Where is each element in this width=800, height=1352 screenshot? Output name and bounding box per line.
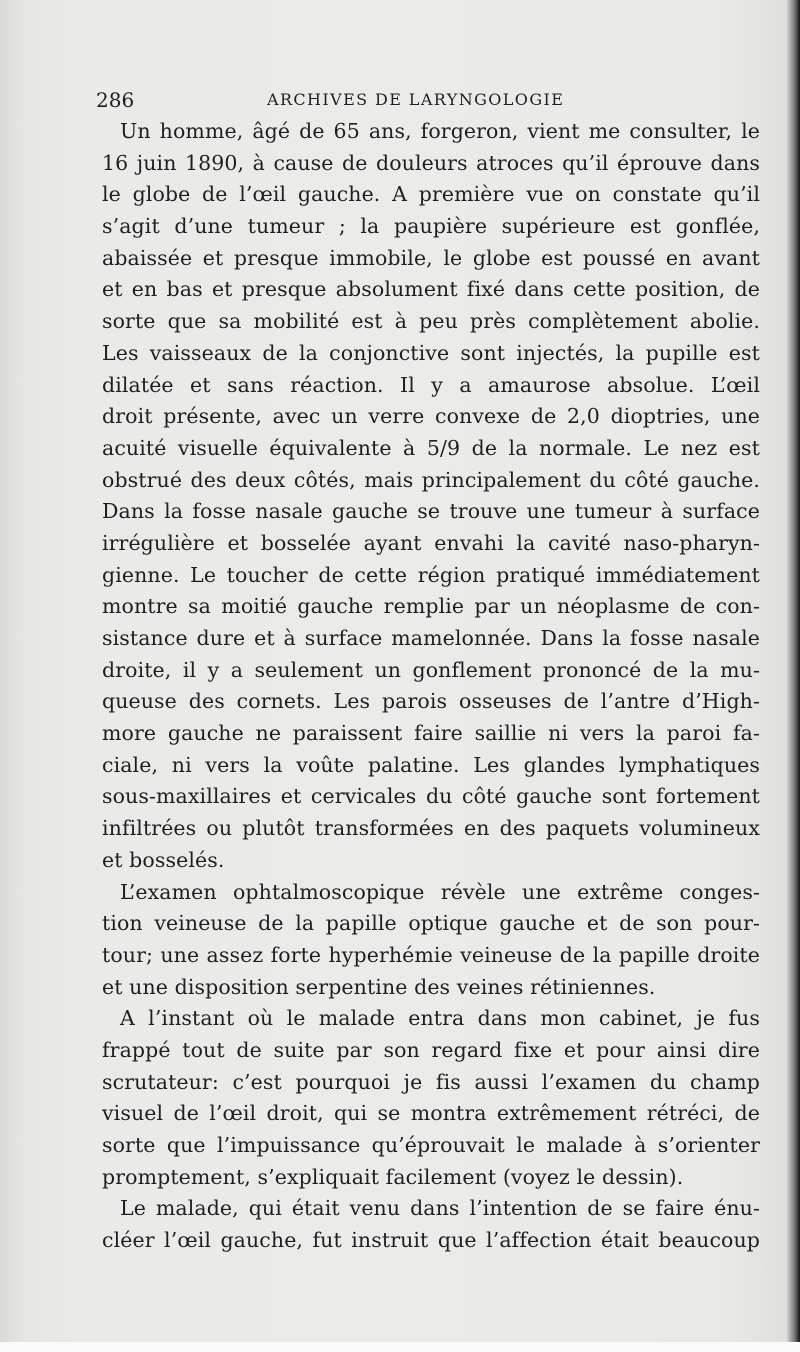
scan-edge-shadow <box>786 0 800 1352</box>
text-line: abaissée et presque immobile, le globe est poussé en avant <box>102 245 760 270</box>
text-line: visuel de l’œil droit, qui se montra extrêmement rétréci, de <box>102 1101 760 1126</box>
page-body <box>96 82 760 1257</box>
text-line: sorte que l’impuissance qu’éprouvait le malade à s’orienter <box>102 1133 760 1157</box>
text-line: s’agit d’une tumeur ; la paupière supérieure est gonflée, <box>102 214 760 239</box>
text-line: sorte que sa mobilité est à peu près complètement abolie. <box>102 309 760 334</box>
text-line: et bosselés. <box>102 847 225 872</box>
text-line: ciale, ni vers la voûte palatine. Les glandes lymphatiques <box>102 752 760 777</box>
text-body <box>96 116 760 1257</box>
running-title: ARCHIVES DE LARYNGOLOGIE <box>267 90 565 109</box>
text-line: infiltrées ou plutôt transformées en des paquets volumineux <box>102 816 760 841</box>
text-line: dilatée et sans réaction. Il y a amaurose absolue. L’œil <box>102 372 760 397</box>
text-line: Le malade, qui était venu dans l’intention de se faire énu- <box>120 1196 760 1221</box>
text-line: scrutateur: c’est pourquoi je fis aussi l’examen du champ <box>102 1069 760 1094</box>
text-line: 16 juin 1890, à cause de douleurs atroces qu’il éprouve dans <box>102 150 760 175</box>
text-line: tour; une assez forte hyperhémie veineuse de la papille droite <box>102 942 760 967</box>
text-line: et en bas et presque absolument fixé dans cette position, de <box>102 277 760 302</box>
scan-bottom-margin <box>0 1342 800 1352</box>
text-line: sous-maxillaires et cervicales du côté gauche sont fortement <box>102 784 760 809</box>
text-line: cléer l’œil gauche, fut instruit que l’affection était beaucoup <box>102 1228 760 1253</box>
text-line: sistance dure et à surface mamelonnée. Dans la fosse nasale <box>102 626 760 650</box>
page-header <box>96 82 760 116</box>
text-line: Un homme, âgé de 65 ans, forgeron, vient me consulter, le <box>120 119 760 143</box>
page-number: 286 <box>96 88 135 112</box>
text-line: le globe de l’œil gauche. A première vue on constate qu’il <box>102 182 760 207</box>
text-line: more gauche ne paraissent faire saillie ni vers la paroi fa- <box>102 721 760 746</box>
text-line: L’examen ophtalmoscopique révèle une extrême conges- <box>120 879 760 904</box>
text-line: A l’instant où le malade entra dans mon cabinet, je fus <box>120 1006 760 1031</box>
text-line: acuité visuelle équivalente à 5/9 de la normale. Le nez est <box>102 435 760 460</box>
text-line: promptement, s’expliquait facilement (voyez le dessin). <box>102 1164 684 1189</box>
text-line: droit présente, avec un verre convexe de 2,0 dioptries, une <box>102 404 760 429</box>
text-line: montre sa moitié gauche remplie par un néoplasme de con- <box>102 594 760 619</box>
text-line: obstrué des deux côtés, mais principalement du côté gauche. <box>102 467 760 492</box>
text-line: droite, il y a seulement un gonflement prononcé de la mu- <box>102 657 760 682</box>
text-line: frappé tout de suite par son regard fixe et pour ainsi dire <box>102 1037 760 1062</box>
text-line: et une disposition serpentine des veines rétiniennes. <box>102 974 656 999</box>
text-line: Dans la fosse nasale gauche se trouve une tumeur à surface <box>102 499 760 524</box>
text-line: irrégulière et bosselée ayant envahi la cavité naso-pharyn- <box>102 530 760 555</box>
text-line: gienne. Le toucher de cette région pratiqué immédiatement <box>102 562 760 587</box>
text-line: queuse des cornets. Les parois osseuses de l’antre d’High- <box>102 689 760 714</box>
text-line: tion veineuse de la papille optique gauche et de son pour- <box>102 911 760 936</box>
text-line: Les vaisseaux de la conjonctive sont injectés, la pupille est <box>102 340 760 365</box>
